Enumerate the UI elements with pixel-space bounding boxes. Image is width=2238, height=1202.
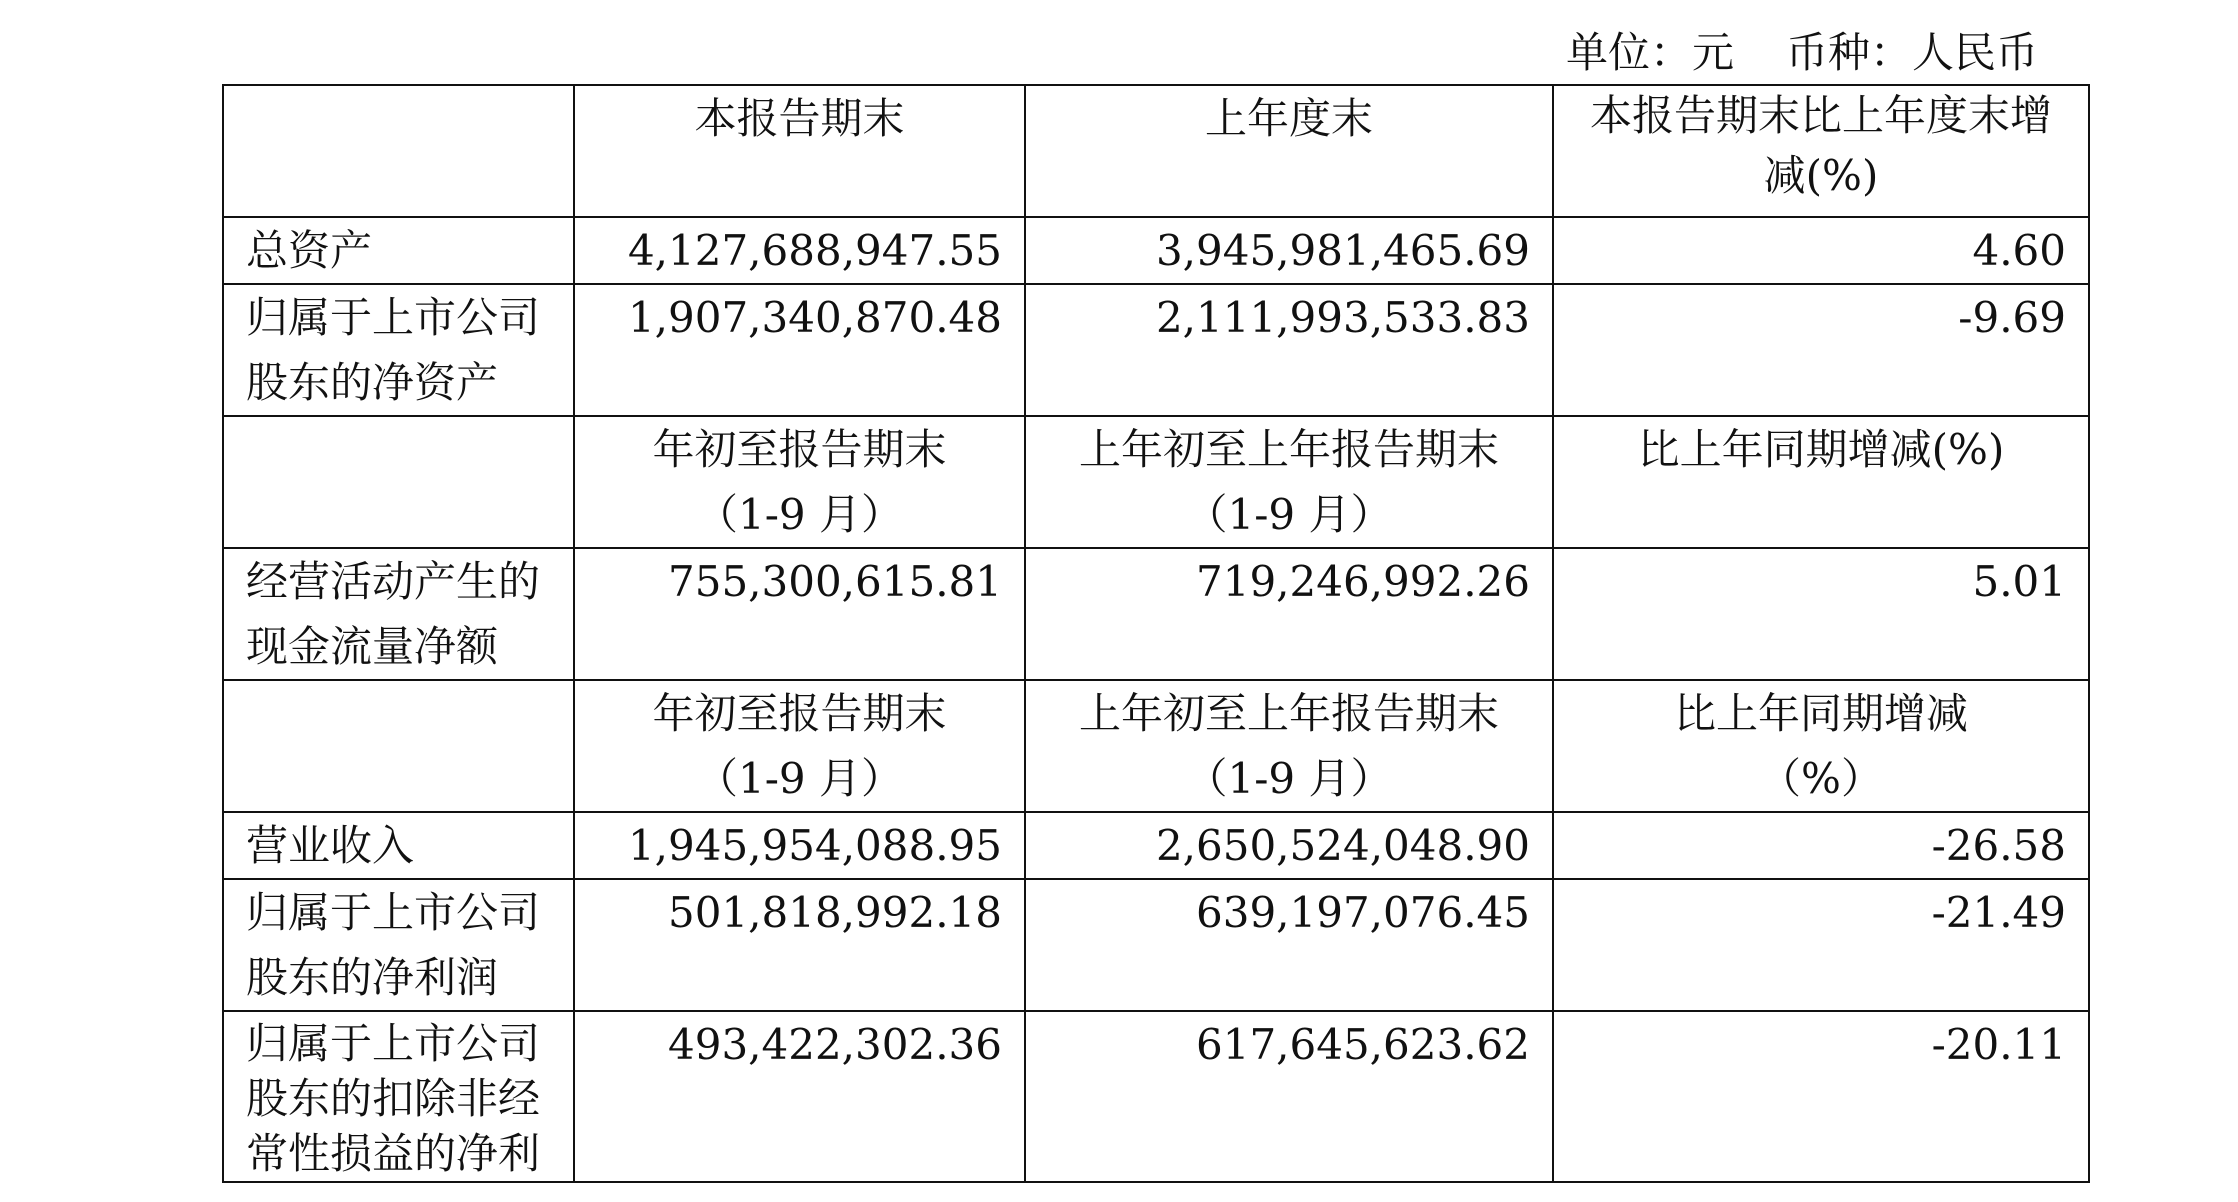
row-label-line2: 股东的净资产	[246, 358, 499, 407]
row-label	[223, 548, 574, 680]
table-header-balance	[223, 85, 2089, 217]
value-previous: 2,111,993,533.83	[1025, 284, 1553, 416]
value-previous: 639,197,076.45	[1025, 879, 1553, 1011]
row-label-text: 营业收入	[246, 821, 415, 870]
value-current: 1,907,340,870.48	[574, 284, 1025, 416]
value-previous: 617,645,623.62	[1025, 1011, 1553, 1182]
header-ytd	[574, 680, 1025, 812]
table-row	[223, 217, 2089, 284]
value-current: 1,945,954,088.95	[574, 812, 1025, 879]
table-header-cashflow	[223, 416, 2089, 548]
header-yoy-change-text: 比上年同期增减(%)	[1637, 425, 2005, 474]
header-prev-ytd-line2: （1-9 月）	[1185, 490, 1393, 539]
value-previous: 719,246,992.26	[1025, 548, 1553, 680]
header-yoy-change-line2: （%）	[1759, 754, 1883, 803]
header-empty-cell	[223, 416, 574, 548]
row-label	[223, 217, 574, 284]
header-change-pct-line1: 本报告期末比上年度末增	[1589, 91, 2052, 140]
header-ytd-line2: （1-9 月）	[696, 490, 903, 539]
table-row	[223, 812, 2089, 879]
row-label-line3: 常性损益的净利	[246, 1129, 541, 1178]
header-ytd-line1: 年初至报告期末	[652, 689, 947, 738]
row-label	[223, 879, 574, 1011]
header-change-pct	[1553, 85, 2089, 217]
row-label-line1: 经营活动产生的	[246, 557, 541, 606]
header-prev-ytd	[1025, 416, 1553, 548]
value-current: 493,422,302.36	[574, 1011, 1025, 1182]
row-label	[223, 284, 574, 416]
table-header-income	[223, 680, 2089, 812]
header-empty-cell	[223, 680, 574, 812]
row-label-line1: 归属于上市公司	[246, 888, 541, 937]
value-current: 501,818,992.18	[574, 879, 1025, 1011]
currency-label: 币种：人民币	[1786, 28, 2039, 77]
header-prev-ytd-line1: 上年初至上年报告期末	[1078, 425, 1499, 474]
table-row	[223, 548, 2089, 680]
row-label-line1: 归属于上市公司	[246, 293, 541, 342]
value-change: 4.60	[1553, 217, 2089, 284]
value-change: -26.58	[1553, 812, 2089, 879]
header-prev-ytd	[1025, 680, 1553, 812]
value-change: 5.01	[1553, 548, 2089, 680]
header-period-end-text: 本报告期末	[694, 94, 905, 143]
header-empty-cell	[223, 85, 574, 217]
header-change-pct-line2: 减(%)	[1763, 151, 1879, 200]
value-change: -20.11	[1553, 1011, 2089, 1182]
row-label-line2: 现金流量净额	[246, 622, 499, 671]
table-row	[223, 284, 2089, 416]
header-period-end	[574, 85, 1025, 217]
value-previous: 3,945,981,465.69	[1025, 217, 1553, 284]
header-ytd-line2: （1-9 月）	[696, 754, 903, 803]
value-change: -21.49	[1553, 879, 2089, 1011]
row-label-text: 总资产	[246, 226, 373, 275]
unit-label: 单位：元	[1566, 28, 1735, 77]
unit-currency-note	[1566, 28, 2046, 78]
table-row	[223, 879, 2089, 1011]
header-ytd-line1: 年初至报告期末	[652, 425, 947, 474]
table-row	[223, 1011, 2089, 1182]
row-label	[223, 1011, 574, 1182]
value-current: 755,300,615.81	[574, 548, 1025, 680]
value-current: 4,127,688,947.55	[574, 217, 1025, 284]
header-prev-ytd-line1: 上年初至上年报告期末	[1078, 689, 1499, 738]
row-label	[223, 812, 574, 879]
value-previous: 2,650,524,048.90	[1025, 812, 1553, 879]
header-ytd	[574, 416, 1025, 548]
financial-data-table	[222, 84, 2090, 1183]
header-last-year-end	[1025, 85, 1553, 217]
header-yoy-change	[1553, 680, 2089, 812]
row-label-line1: 归属于上市公司	[246, 1019, 541, 1068]
row-label-line2: 股东的净利润	[246, 953, 499, 1002]
header-yoy-change	[1553, 416, 2089, 548]
header-yoy-change-line1: 比上年同期增减	[1673, 689, 1968, 738]
value-change: -9.69	[1553, 284, 2089, 416]
header-last-year-end-text: 上年度末	[1204, 94, 1373, 143]
header-prev-ytd-line2: （1-9 月）	[1185, 754, 1393, 803]
row-label-line2: 股东的扣除非经	[246, 1074, 541, 1123]
